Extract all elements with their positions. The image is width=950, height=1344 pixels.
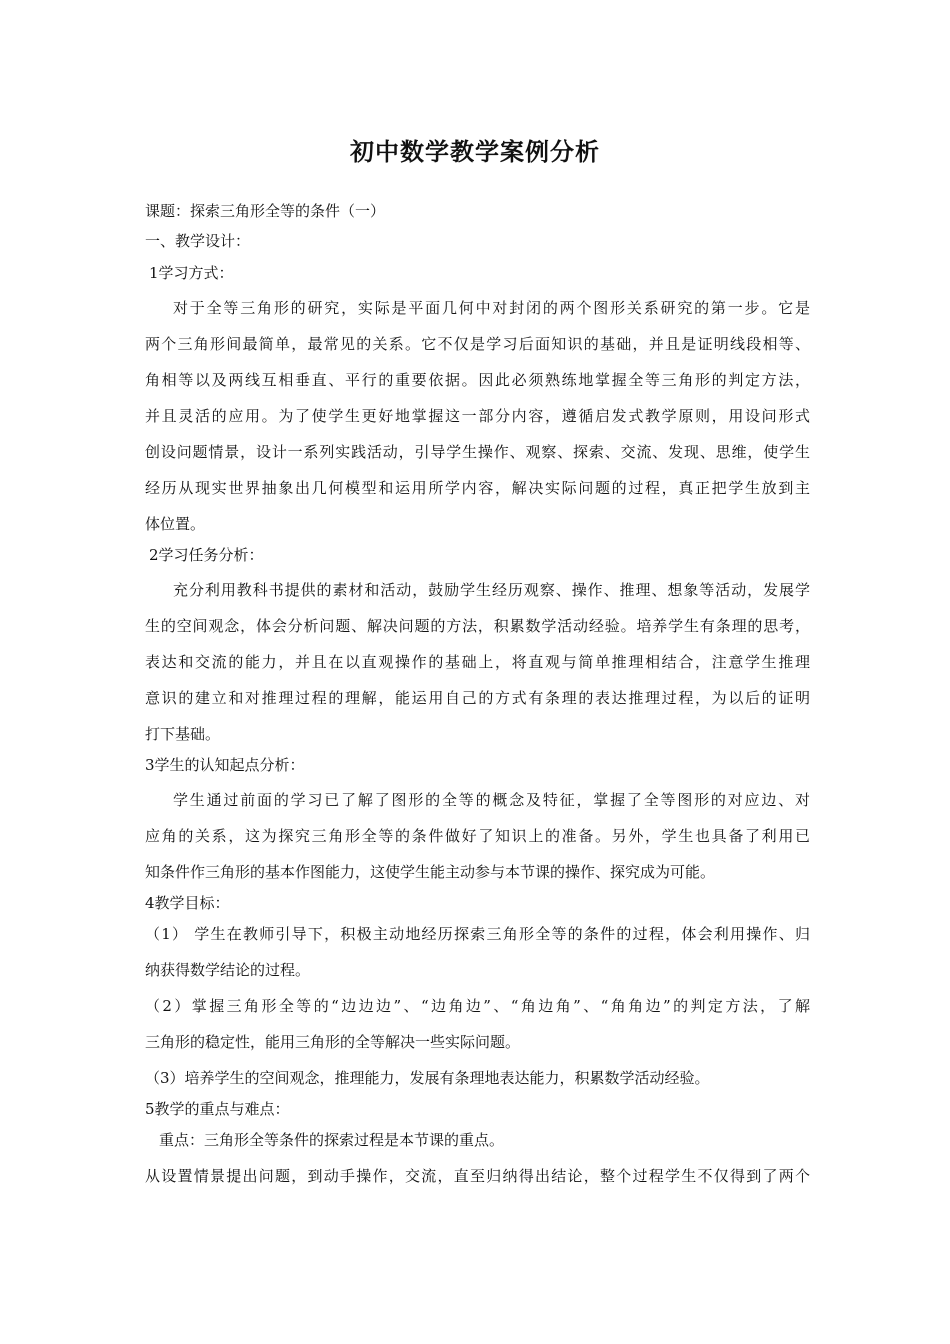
paragraph-line: 意识的建立和对推理过程的理解，能运用自己的方式有条理的表达推理过程，为以后的证明 xyxy=(145,689,810,707)
paragraph-line: （1） 学生在教师引导下，积极主动地经历探索三角形全等的条件的过程，体会利用操作、归 xyxy=(145,925,810,943)
paragraph-line: 创设问题情景，设计一系列实践活动，引导学生操作、观察、探索、交流、发现、思维，使学生 xyxy=(145,443,810,461)
paragraph-line: 纳获得数学结论的过程。 xyxy=(145,961,311,979)
paragraph-line: 角相等以及两线互相垂直、平行的重要依据。因此必须熟练地掌握全等三角形的判定方法， xyxy=(145,371,810,389)
paragraph-line: 充分利用教科书提供的素材和活动，鼓励学生经历观察、操作、推理、想象等活动，发展学 xyxy=(173,581,810,599)
paragraph-line: 打下基础。 xyxy=(145,725,221,743)
document-title: 初中数学教学案例分析 xyxy=(350,137,600,166)
paragraph-cognitive-start xyxy=(145,782,810,890)
paragraph-line: 知条件作三角形的基本作图能力，这使学生能主动参与本节课的操作、探究成为可能。 xyxy=(145,863,716,881)
paragraph-line: 学生通过前面的学习已了解了图形的全等的概念及特征，掌握了全等图形的对应边、对 xyxy=(173,791,810,809)
teaching-goal-2 xyxy=(145,988,810,1060)
paragraph-line: 生的空间观念，体会分析问题、解决问题的方法，积累数学活动经验。培养学生有条理的思考， xyxy=(145,617,810,635)
document-body xyxy=(145,198,810,1194)
subsection-heading: 5教学的重点与难点： xyxy=(145,1100,290,1118)
paragraph-line: 体位置。 xyxy=(145,515,206,533)
paragraph-task-analysis xyxy=(145,572,810,752)
paragraph-line: （2）掌握三角形全等的“边边边”、“边角边”、“角边角”、“角角边”的判定方法，了解 xyxy=(145,997,810,1015)
paragraph-line: 应角的关系，这为探究三角形全等的条件做好了知识上的准备。另外，学生也具备了利用已 xyxy=(145,827,810,845)
paragraph-line: 表达和交流的能力，并且在以直观操作的基础上，将直观与简单推理相结合，注意学生推理 xyxy=(145,653,810,671)
paragraph-line: 两个三角形间最简单，最常见的关系。它不仅是学习后面知识的基础，并且是证明线段相等、 xyxy=(145,335,810,353)
paragraph-learning-method xyxy=(145,290,810,542)
paragraph-line: 经历从现实世界抽象出几何模型和运用所学内容，解决实际问题的过程，真正把学生放到主 xyxy=(145,479,810,497)
topic-line: 课题：探索三角形全等的条件（一） xyxy=(145,202,386,220)
subsection-heading: 3学生的认知起点分析： xyxy=(145,756,305,774)
paragraph-line: 对于全等三角形的研究，实际是平面几何中对封闭的两个图形关系研究的第一步。它是 xyxy=(173,299,810,317)
paragraph-line: 并且灵活的应用。为了使学生更好地掌握这一部分内容，遵循启发式教学原则，用设问形式 xyxy=(145,407,810,425)
subsection-heading: 2学习任务分析： xyxy=(149,546,264,564)
paragraph-line: 从设置情景提出问题，到动手操作，交流，直至归纳得出结论，整个过程学生不仅得到了两个 xyxy=(145,1167,810,1185)
subsection-heading: 4教学目标： xyxy=(145,894,230,912)
teaching-goal-3: （3）培养学生的空间观念，推理能力，发展有条理地表达能力，积累数学活动经验。 xyxy=(145,1069,710,1087)
teaching-goal-1 xyxy=(145,916,810,988)
subsection-heading: 1学习方式： xyxy=(149,264,234,282)
section-heading: 一、教学设计： xyxy=(145,232,251,250)
paragraph-line: 三角形的稳定性，能用三角形的全等解决一些实际问题。 xyxy=(145,1033,521,1051)
key-point-line: 重点：三角形全等条件的探索过程是本节课的重点。 xyxy=(159,1131,505,1149)
